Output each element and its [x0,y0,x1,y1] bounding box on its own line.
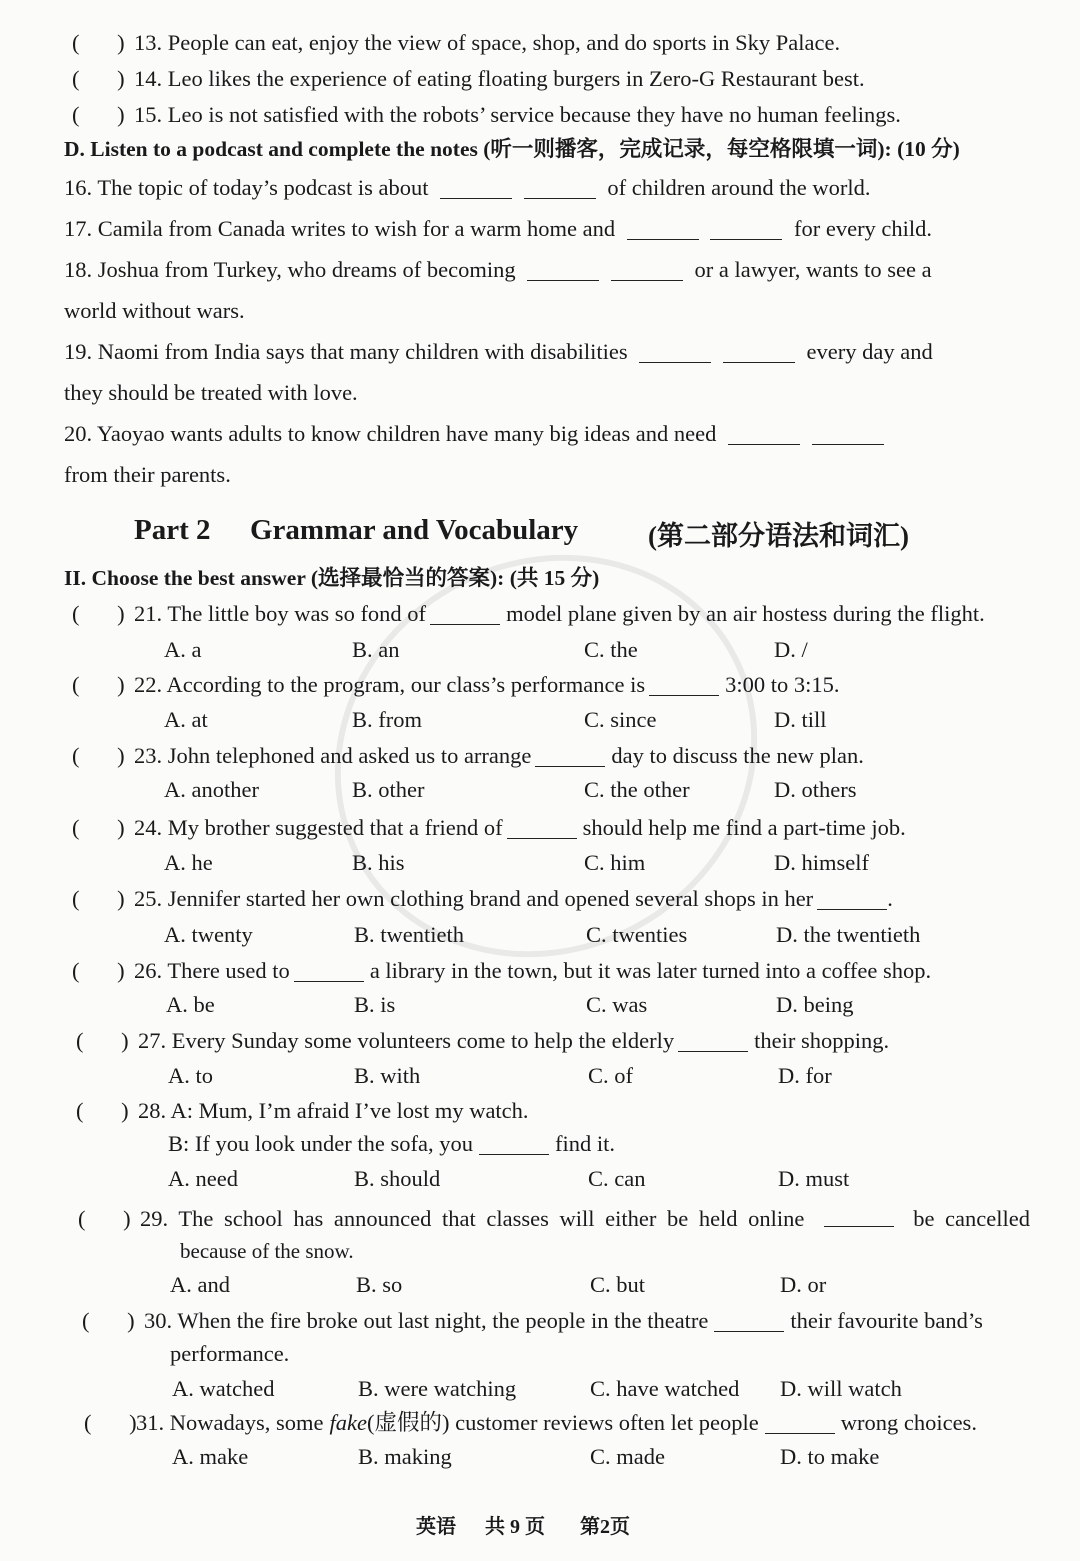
answer-parens: ( ) [78,1206,147,1231]
option-a[interactable]: A. make [172,1444,249,1469]
question-15 [72,100,901,130]
question-27 [76,1026,889,1056]
blank[interactable] [824,1204,894,1227]
option-b[interactable]: B. with [354,1063,421,1088]
option-d[interactable]: D. himself [774,850,869,875]
question-text-b: model plane given by an air hostess during the flight. [506,601,985,626]
option-a[interactable]: A. and [170,1272,230,1297]
option-a[interactable]: A. watched [172,1376,275,1401]
answer-parens: ( ) [72,743,141,768]
blank[interactable] [649,673,719,696]
option-b[interactable]: B. were watching [358,1376,517,1401]
question-14 [72,64,865,94]
question-text-b: . [887,886,893,911]
part-label: Part 2 [134,514,211,546]
blank[interactable] [535,744,605,767]
footer-page-number: 第2页 [580,1516,630,1538]
question-text-b: find it. [554,1131,615,1156]
blank[interactable] [678,1029,748,1052]
option-d[interactable]: D. must [778,1166,850,1191]
answer-parens: ( ) [72,886,141,911]
option-a[interactable]: A. be [166,992,215,1017]
footer-subject: 英语 [416,1516,456,1538]
option-a[interactable]: A. to [168,1063,213,1088]
question-24 [72,813,906,843]
question-20-cont: from their parents. [64,462,231,487]
question-28-line2 [168,1129,615,1159]
question-30-line2: performance. [170,1341,290,1366]
question-21 [72,599,985,629]
question-text: 30. When the fire broke out last night, the people in the theatre [144,1308,709,1333]
question-text: 25. Jennifer started her own clothing brand and opened several shops in her [134,886,814,911]
blank[interactable] [639,340,711,363]
question-18 [64,255,932,285]
blank[interactable] [524,176,596,199]
option-a[interactable]: A. need [168,1166,238,1191]
option-a[interactable]: A. another [164,777,259,802]
blank[interactable] [611,258,683,281]
question-text-b: should help me find a part-time job. [582,815,906,840]
answer-parens: ( ) [76,1028,145,1053]
q17-text-a: 17. Camila from Canada writes to wish for a warm home and [64,216,616,241]
option-c[interactable]: C. can [588,1166,646,1191]
option-b[interactable]: B. other [352,777,425,802]
answer-parens: ( ) [72,66,141,91]
question-text: 15. Leo is not satisfied with the robots’ service because they have no human feelings. [134,102,901,127]
option-c[interactable]: C. have watched [590,1376,740,1401]
section-ii-heading: II. Choose the best answer (选择最恰当的答案): (共 15 分) [64,566,600,590]
option-c[interactable]: C. the [584,637,638,662]
option-c[interactable]: C. since [584,707,657,732]
question-23 [72,741,864,771]
question-text-b: their shopping. [754,1028,890,1053]
question-17 [64,214,932,244]
question-text: 27. Every Sunday some volunteers come to help the elderly [138,1028,675,1053]
blank[interactable] [507,816,577,839]
answer-parens: ( ) [72,102,141,127]
option-d[interactable]: D. to make [780,1444,880,1469]
option-c[interactable]: C. made [590,1444,665,1469]
option-b[interactable]: B. twentieth [354,922,464,947]
option-d[interactable]: D. the twentieth [776,922,921,947]
option-d[interactable]: D. others [774,777,857,802]
question-25 [72,884,893,914]
question-text-b: 3:00 to 3:15. [725,672,840,697]
question-text: 21. The little boy was so fond of [134,601,427,626]
blank[interactable] [430,602,500,625]
option-a[interactable]: A. at [164,707,208,732]
answer-parens: ( ) [72,601,141,626]
question-text: 28. A: Mum, I’m afraid I’ve lost my watch. [138,1098,529,1123]
option-b[interactable]: B. should [354,1166,441,1191]
option-c[interactable]: C. the other [584,777,690,802]
question-31 [84,1408,977,1438]
blank[interactable] [728,422,800,445]
question-text: 24. My brother suggested that a friend of [134,815,503,840]
question-text-b: day to discuss the new plan. [611,743,864,768]
question-29 [78,1204,1030,1234]
section-d-heading: D. Listen to a podcast and complete the notes (听一则播客，完成记录，每空格限填一词): (10 分) [64,137,960,161]
blank[interactable] [479,1132,549,1155]
blank[interactable] [710,217,782,240]
question-18-cont: world without wars. [64,298,245,323]
question-text: 26. There used to [134,958,290,983]
question-text-b: be cancelled [913,1206,1030,1231]
question-19 [64,337,933,367]
answer-parens: ( ) [72,30,141,55]
blank[interactable] [627,217,699,240]
option-c[interactable]: C. of [588,1063,633,1088]
blank[interactable] [817,887,887,910]
q19-text-b: every day and [806,339,933,364]
option-a[interactable]: A. twenty [164,922,253,947]
question-text-cn: (虚假的) customer reviews often let people [366,1410,759,1435]
answer-parens: ( ) [76,1098,145,1123]
footer-total-pages: 共 9 页 [485,1516,545,1538]
question-text: 22. According to the program, our class’s performance is [134,672,646,697]
question-text: 23. John telephoned and asked us to arrange [134,743,532,768]
question-text: B: If you look under the sofa, you [168,1131,473,1156]
answer-parens: ( ) [82,1308,151,1333]
question-30 [82,1306,983,1336]
question-text: 31. Nowadays, some [136,1410,324,1435]
option-c[interactable]: C. twenties [586,922,688,947]
answer-parens: ( ) [72,815,141,840]
question-16 [64,173,870,203]
option-b[interactable]: B. his [352,850,405,875]
question-26 [72,956,931,986]
blank[interactable] [440,176,512,199]
question-text-b: a library in the town, but it was later turned into a coffee shop. [369,958,932,983]
question-28 [76,1096,529,1126]
blank[interactable] [714,1309,784,1332]
answer-parens: ( ) [84,1410,153,1435]
q18-text-a: 18. Joshua from Turkey, who dreams of becoming [64,257,516,282]
question-text-b: wrong choices. [840,1410,977,1435]
q16-text-a: 16. The topic of today’s podcast is about [64,175,429,200]
option-a[interactable]: A. he [164,850,213,875]
q17-text-b: for every child. [793,216,933,241]
option-d[interactable]: D. / [774,637,808,662]
answer-parens: ( ) [72,672,141,697]
blank[interactable] [765,1411,835,1434]
option-d[interactable]: D. will watch [780,1376,902,1401]
q16-text-b: of children around the world. [607,175,871,200]
question-13 [72,28,840,58]
question-text: 14. Leo likes the experience of eating floating burgers in Zero-G Restaurant best. [134,66,865,91]
option-c[interactable]: C. him [584,850,646,875]
option-b[interactable]: B. is [354,992,396,1017]
answer-parens: ( ) [72,958,141,983]
blank[interactable] [294,959,364,982]
part-title-cn: (第二部分语法和词汇) [648,521,909,551]
question-22 [72,670,840,700]
blank[interactable] [527,258,599,281]
question-20 [64,419,884,449]
option-a[interactable]: A. a [164,637,202,662]
option-b[interactable]: B. from [352,707,422,732]
option-d[interactable]: D. or [780,1272,827,1297]
question-19-cont: they should be treated with love. [64,380,358,405]
question-29-line2: because of the snow. [180,1239,354,1263]
option-b[interactable]: B. making [358,1444,452,1469]
q18-text-b: or a lawyer, wants to see a [694,257,932,282]
option-b[interactable]: B. so [356,1272,403,1297]
question-text: 29. The school has announced that classes will either be held online [140,1206,805,1231]
blank[interactable] [812,422,884,445]
option-d[interactable]: D. till [774,707,827,732]
question-text: 13. People can eat, enjoy the view of space, shop, and do sports in Sky Palace. [134,30,841,55]
option-d[interactable]: D. for [778,1063,832,1088]
blank[interactable] [723,340,795,363]
q20-text-a: 20. Yaoyao wants adults to know children have many big ideas and need [64,421,717,446]
option-c[interactable]: C. was [586,992,648,1017]
part-title: Grammar and Vocabulary [250,514,579,546]
option-d[interactable]: D. being [776,992,854,1017]
question-text-b: their favourite band’s [790,1308,983,1333]
italic-word: fake [329,1410,367,1435]
q19-text-a: 19. Naomi from India says that many children with disabilities [64,339,628,364]
option-c[interactable]: C. but [590,1272,646,1297]
option-b[interactable]: B. an [352,637,400,662]
